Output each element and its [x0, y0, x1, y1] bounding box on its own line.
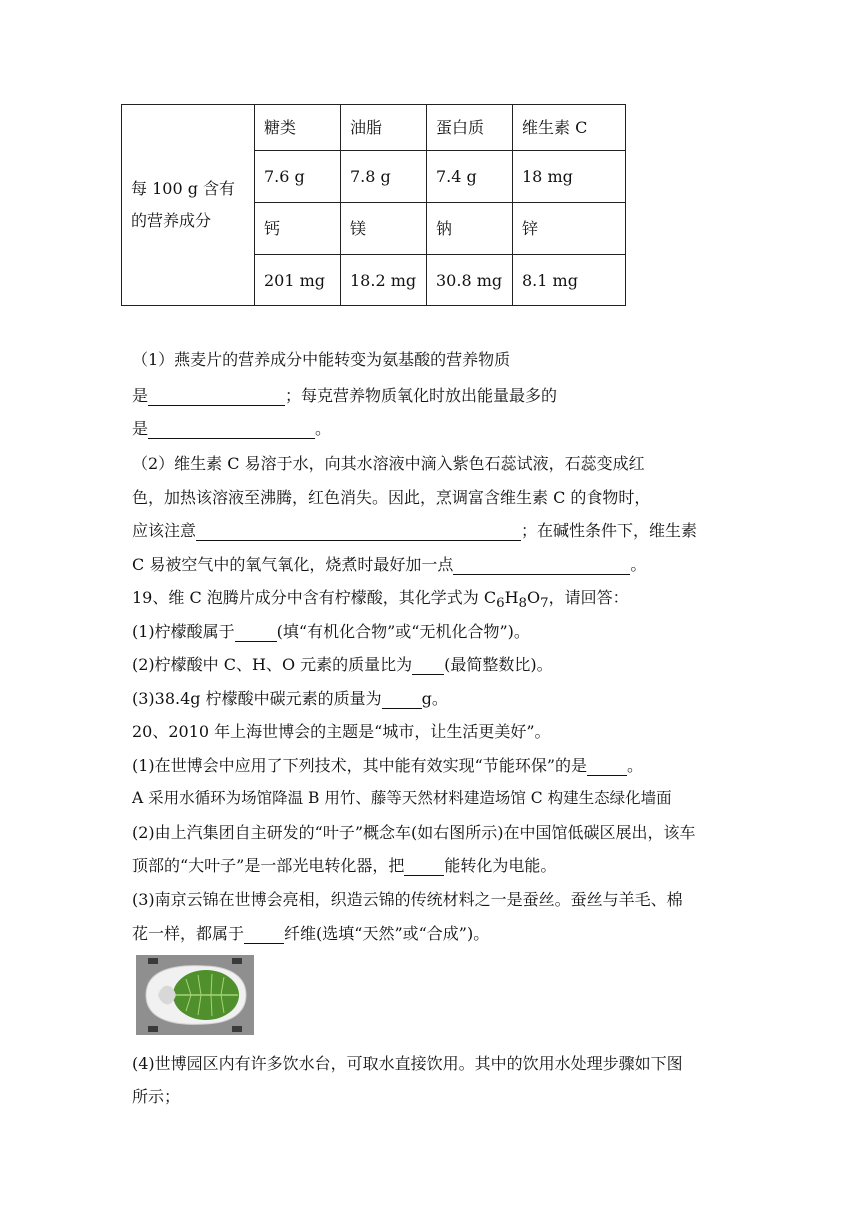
table-cell: 201 mg — [255, 255, 341, 306]
leaf-car-illustration — [136, 955, 254, 1035]
table-cell: 18 mg — [513, 151, 626, 203]
q19-stem: 19、维 C 泡腾片成分中含有柠檬酸，其化学式为 $C_6H_8O_7$，请回答： — [132, 588, 629, 612]
row-header-line2: 的营养成分 — [131, 211, 212, 230]
answer-blank — [587, 758, 627, 776]
q20-part2-line2: 顶部的“大叶子”是一部光电转化器，把 能转化为电能。 — [132, 856, 557, 875]
table-cell: 糖类 — [255, 105, 341, 151]
q20-part3-line2: 花一样，都属于 纤维(选填“天然”或“合成”)。 — [132, 924, 490, 943]
table-cell: 钠 — [427, 203, 513, 255]
q20-part4-line2: 所示； — [132, 1087, 181, 1106]
answer-blank — [404, 858, 444, 876]
table-cell: 维生素 C — [513, 105, 626, 151]
table-cell: 油脂 — [341, 105, 427, 151]
table-cell: 7.4 g — [427, 151, 513, 203]
q20-part4-line1: (4)世博园区内有许多饮水台，可取水直接饮用。其中的饮用水处理步骤如下图 — [132, 1054, 683, 1073]
q2-line2: 色，加热该溶液至沸腾，红色消失。因此，烹调富含维生素 C 的食物时， — [132, 488, 651, 507]
table-cell: 8.1 mg — [513, 255, 626, 306]
answer-blank — [196, 523, 521, 541]
q19-part3: (3)38.4g 柠檬酸中碳元素的质量为 g。 — [132, 689, 448, 708]
q20-part3-line1: (3)南京云锦在世博会亮相，织造云锦的传统材料之一是蚕丝。蚕丝与羊毛、棉 — [132, 890, 683, 909]
q1-line3: 是 。 — [132, 419, 332, 438]
leaf-concept-car-image — [136, 955, 254, 1035]
q19-part1: (1)柠檬酸属于 (填“有机化合物”或“无机化合物”)。 — [132, 622, 530, 641]
table-cell: 锌 — [513, 203, 626, 255]
answer-blank — [235, 624, 277, 642]
nutrition-table — [121, 104, 626, 306]
q19-part2: (2)柠檬酸中 C、H、O 元素的质量比为 (最简整数比)。 — [132, 655, 553, 674]
table-row-header — [122, 105, 255, 306]
q20-options: A 采用水循环为场馆降温 B 用竹、藤等天然材料建造场馆 C 构建生态绿化墙面 — [132, 789, 672, 807]
answer-blank — [148, 388, 285, 406]
q1-line2: 是 ；每克营养物质氧化时放出能量最多的 — [132, 386, 558, 405]
answer-blank — [244, 926, 284, 944]
row-header-line1: 每 100 g 含有 — [131, 179, 236, 198]
answer-blank — [453, 557, 630, 575]
q1-line1: （1）燕麦片的营养成分中能转变为氨基酸的营养物质 — [132, 350, 511, 369]
table-cell: 钙 — [255, 203, 341, 255]
q2-line4: C 易被空气中的氧气氧化，烧煮时最好加一点 。 — [132, 555, 647, 574]
table-cell: 镁 — [341, 203, 427, 255]
table-cell: 18.2 mg — [341, 255, 427, 306]
table-cell: 7.6 g — [255, 151, 341, 203]
q20-part2-line1: (2)由上汽集团自主研发的“叶子”概念车(如右图所示)在中国馆低碳区展出，该车 — [132, 823, 696, 842]
q2-line3: 应该注意 ；在碱性条件下，维生素 — [132, 521, 698, 540]
answer-blank — [412, 657, 444, 675]
table-cell: 7.8 g — [341, 151, 427, 203]
table-cell: 蛋白质 — [427, 105, 513, 151]
answer-blank — [382, 691, 422, 709]
q2-line1: （2）维生素 C 易溶于水，向其水溶液中滴入紫色石蕊试液，石蕊变成红 — [132, 454, 645, 473]
answer-blank — [148, 421, 315, 439]
q20-stem: 20、2010 年上海世博会的主题是“城市，让生活更美好”。 — [132, 722, 551, 741]
table-cell: 30.8 mg — [427, 255, 513, 306]
q20-part1: (1)在世博会中应用了下列技术，其中能有效实现“节能环保”的是 。 — [132, 756, 644, 775]
